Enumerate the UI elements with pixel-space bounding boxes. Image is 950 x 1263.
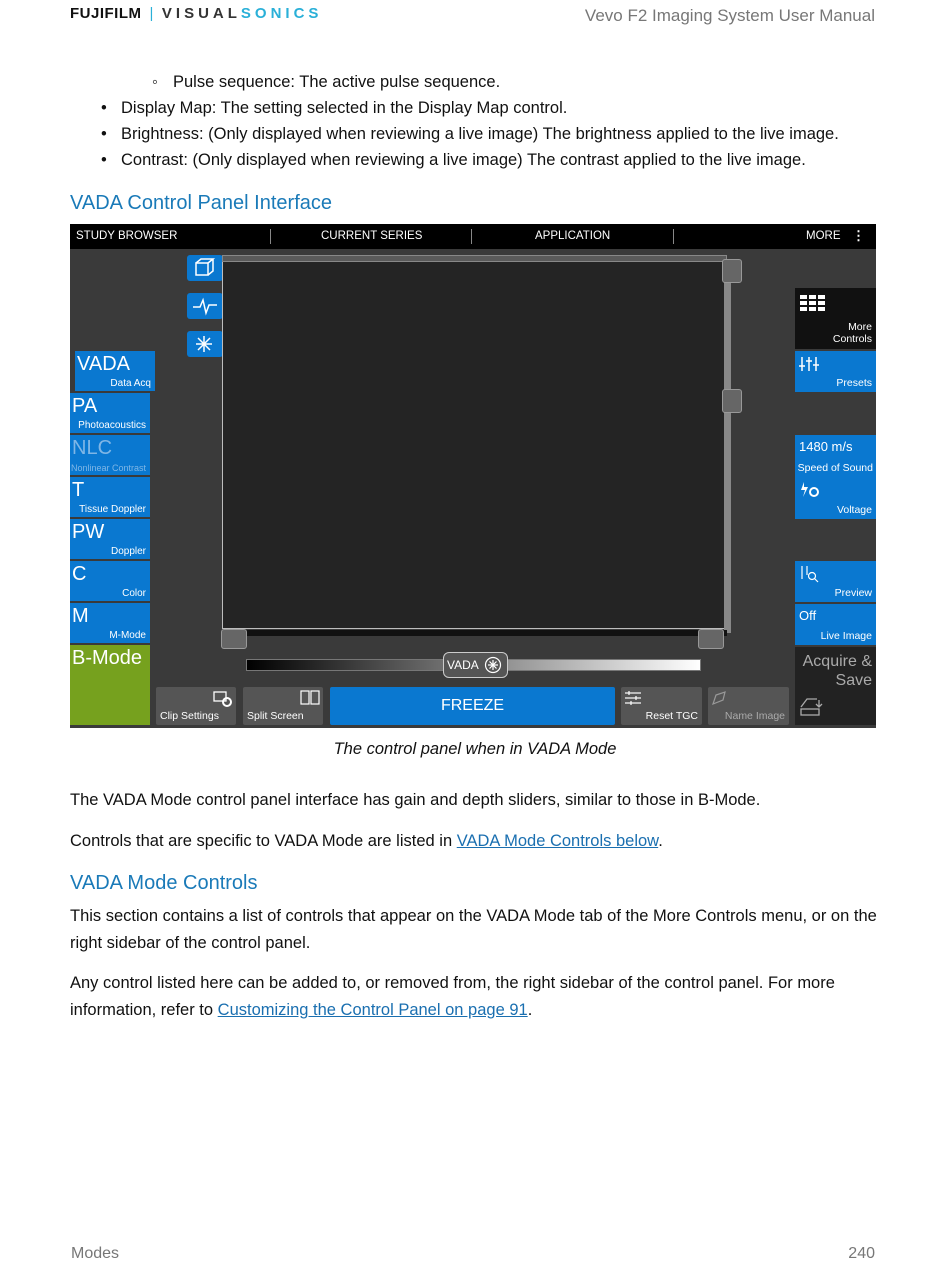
mode-sublabel: Nonlinear Contrast <box>70 463 146 473</box>
paragraph-text: . <box>658 832 663 850</box>
name-image-button[interactable] <box>708 687 789 725</box>
pen-icon <box>711 690 729 706</box>
sliders-icon <box>624 690 642 706</box>
clip-settings-button[interactable] <box>156 687 236 725</box>
mode-c[interactable] <box>70 561 150 601</box>
visualsonics-logo-text-2: SONICS <box>240 5 323 22</box>
preview-magnifier-icon <box>799 565 819 583</box>
laser-star-icon[interactable] <box>187 331 223 357</box>
acquire-save-button[interactable] <box>795 647 876 725</box>
width-slider-track[interactable] <box>222 630 727 636</box>
top-slider-track[interactable] <box>222 255 727 262</box>
preview-label: Preview <box>834 587 872 599</box>
button-label: Name Image <box>724 710 785 722</box>
tab-more[interactable]: MORE <box>806 230 841 242</box>
freeze-button[interactable] <box>330 687 615 725</box>
split-screen-icon <box>300 690 320 706</box>
mode-label: PA <box>72 395 98 417</box>
list-item: Contrast: (Only displayed when reviewing a live image) The contrast applied to the live image. <box>121 151 806 169</box>
paragraph: The VADA Mode control panel interface has gain and depth sliders, similar to those in B-Mode. <box>70 791 761 809</box>
list-item: Brightness: (Only displayed when reviewing a live image) The brightness applied to the live image. <box>121 125 839 143</box>
control-panel-screenshot <box>70 224 876 728</box>
bullet-marker: • <box>101 99 107 117</box>
live-image-button[interactable] <box>795 604 876 645</box>
acquire-label-2: Save <box>835 672 872 689</box>
paragraph: This section contains a list of controls that appear on the VADA Mode tab of the More Controls menu, or on the right sidebar of the control panel. <box>70 907 877 952</box>
figure-caption: The control panel when in VADA Mode <box>333 740 617 758</box>
button-label: Split Screen <box>247 710 304 722</box>
split-screen-button[interactable] <box>243 687 323 725</box>
mode-label: M <box>72 605 89 627</box>
voltage-gear-icon <box>799 481 821 499</box>
mode-pa[interactable] <box>70 393 150 433</box>
brand-logo <box>70 5 322 22</box>
tab-current-series[interactable]: CURRENT SERIES <box>321 230 423 242</box>
voltage-label: Voltage <box>836 504 872 516</box>
mode-sublabel: Photoacoustics <box>78 420 146 431</box>
tab-study-browser[interactable]: STUDY BROWSER <box>76 230 178 242</box>
mode-nlc[interactable] <box>70 435 150 475</box>
button-label: Clip Settings <box>160 710 219 722</box>
speed-of-sound-value: 1480 m/s <box>799 439 853 454</box>
list-item: Display Map: The setting selected in the Display Map control. <box>121 99 568 117</box>
paragraph-text: . <box>527 1001 533 1019</box>
laser-star-icon <box>484 656 502 674</box>
vada-mode-controls-link[interactable]: VADA Mode Controls below <box>456 832 659 850</box>
live-image-value: Off <box>799 608 817 623</box>
live-image-label: Live Image <box>820 630 872 642</box>
presets-label: Presets <box>836 377 872 389</box>
mode-sublabel: Data Acq <box>110 378 151 389</box>
3d-cube-icon[interactable] <box>187 255 223 281</box>
clip-gear-icon <box>213 690 233 708</box>
acquire-label-1: Acquire & <box>802 653 872 670</box>
depth-slider-fill <box>724 268 731 633</box>
depth-bottom-handle[interactable] <box>722 389 742 413</box>
mode-pw[interactable] <box>70 519 150 559</box>
paragraph-text: Any control listed here can be added to, or removed from, the right sidebar of the control panel. For more information, refer to <box>70 974 835 1019</box>
mode-sublabel: M-Mode <box>109 630 146 641</box>
mode-sublabel: Color <box>122 588 146 599</box>
mode-label: B-Mode <box>72 647 143 669</box>
section-heading: VADA Mode Controls <box>70 872 258 894</box>
physio-waveform-icon[interactable] <box>187 293 223 319</box>
more-controls-label-2: Controls <box>832 333 872 345</box>
button-label: FREEZE <box>440 697 505 714</box>
grid-icon <box>800 295 826 311</box>
presets-button[interactable] <box>795 351 876 392</box>
paragraph <box>70 970 880 1024</box>
logo-separator: | <box>149 5 154 22</box>
button-label: Reset TGC <box>645 710 698 722</box>
paragraph <box>70 828 880 855</box>
depth-top-handle[interactable] <box>722 259 742 283</box>
page-number: 240 <box>848 1245 875 1262</box>
bullet-marker: • <box>101 151 107 169</box>
tab-application[interactable]: APPLICATION <box>535 230 611 242</box>
mode-label: VADA <box>77 353 130 375</box>
mode-t[interactable] <box>70 477 150 517</box>
paragraph-text: Controls that are specific to VADA Mode are listed in <box>70 832 457 850</box>
section-heading: VADA Control Panel Interface <box>70 192 332 214</box>
mode-label: NLC <box>72 437 113 459</box>
preview-button[interactable] <box>795 561 876 602</box>
more-controls-button[interactable] <box>795 288 876 349</box>
width-left-handle[interactable] <box>221 629 247 649</box>
reset-tgc-button[interactable] <box>621 687 702 725</box>
mode-sublabel: Doppler <box>110 546 146 557</box>
top-nav-bar <box>70 224 876 249</box>
speed-of-sound-label: Speed of Sound <box>797 462 873 474</box>
mode-label: PW <box>72 521 105 543</box>
mode-label: C <box>72 563 87 585</box>
mode-b-mode[interactable] <box>70 645 150 725</box>
divider <box>673 229 674 244</box>
gain-slider-handle[interactable] <box>443 652 508 678</box>
customizing-control-panel-link[interactable]: Customizing the Control Panel on page 91 <box>217 1001 528 1019</box>
mode-vada[interactable] <box>75 351 155 391</box>
divider <box>471 229 472 244</box>
bullet-marker: • <box>101 125 107 143</box>
divider <box>270 229 271 244</box>
footer-section: Modes <box>71 1245 120 1262</box>
document-title: Vevo F2 Imaging System User Manual <box>584 6 875 25</box>
sub-bullet-text: Pulse sequence: The active pulse sequence. <box>173 73 501 91</box>
width-right-handle[interactable] <box>698 629 724 649</box>
more-menu-icon[interactable]: ⋮ <box>852 228 865 243</box>
gain-handle-label: VADA <box>447 658 479 672</box>
fujifilm-logo-text: FUJIFILM <box>70 5 142 22</box>
image-viewport[interactable] <box>222 261 726 629</box>
mode-m[interactable] <box>70 603 150 643</box>
sub-bullet-marker: ◦ <box>152 73 158 91</box>
mode-sublabel: Tissue Doppler <box>79 504 146 515</box>
presets-sliders-icon <box>799 356 819 372</box>
save-download-icon <box>799 697 825 717</box>
more-controls-label-1: More <box>848 321 872 333</box>
visualsonics-logo-text-1: VISUAL <box>161 5 241 22</box>
mode-label: T <box>72 479 85 501</box>
speed-of-sound-voltage-group[interactable] <box>795 435 876 519</box>
